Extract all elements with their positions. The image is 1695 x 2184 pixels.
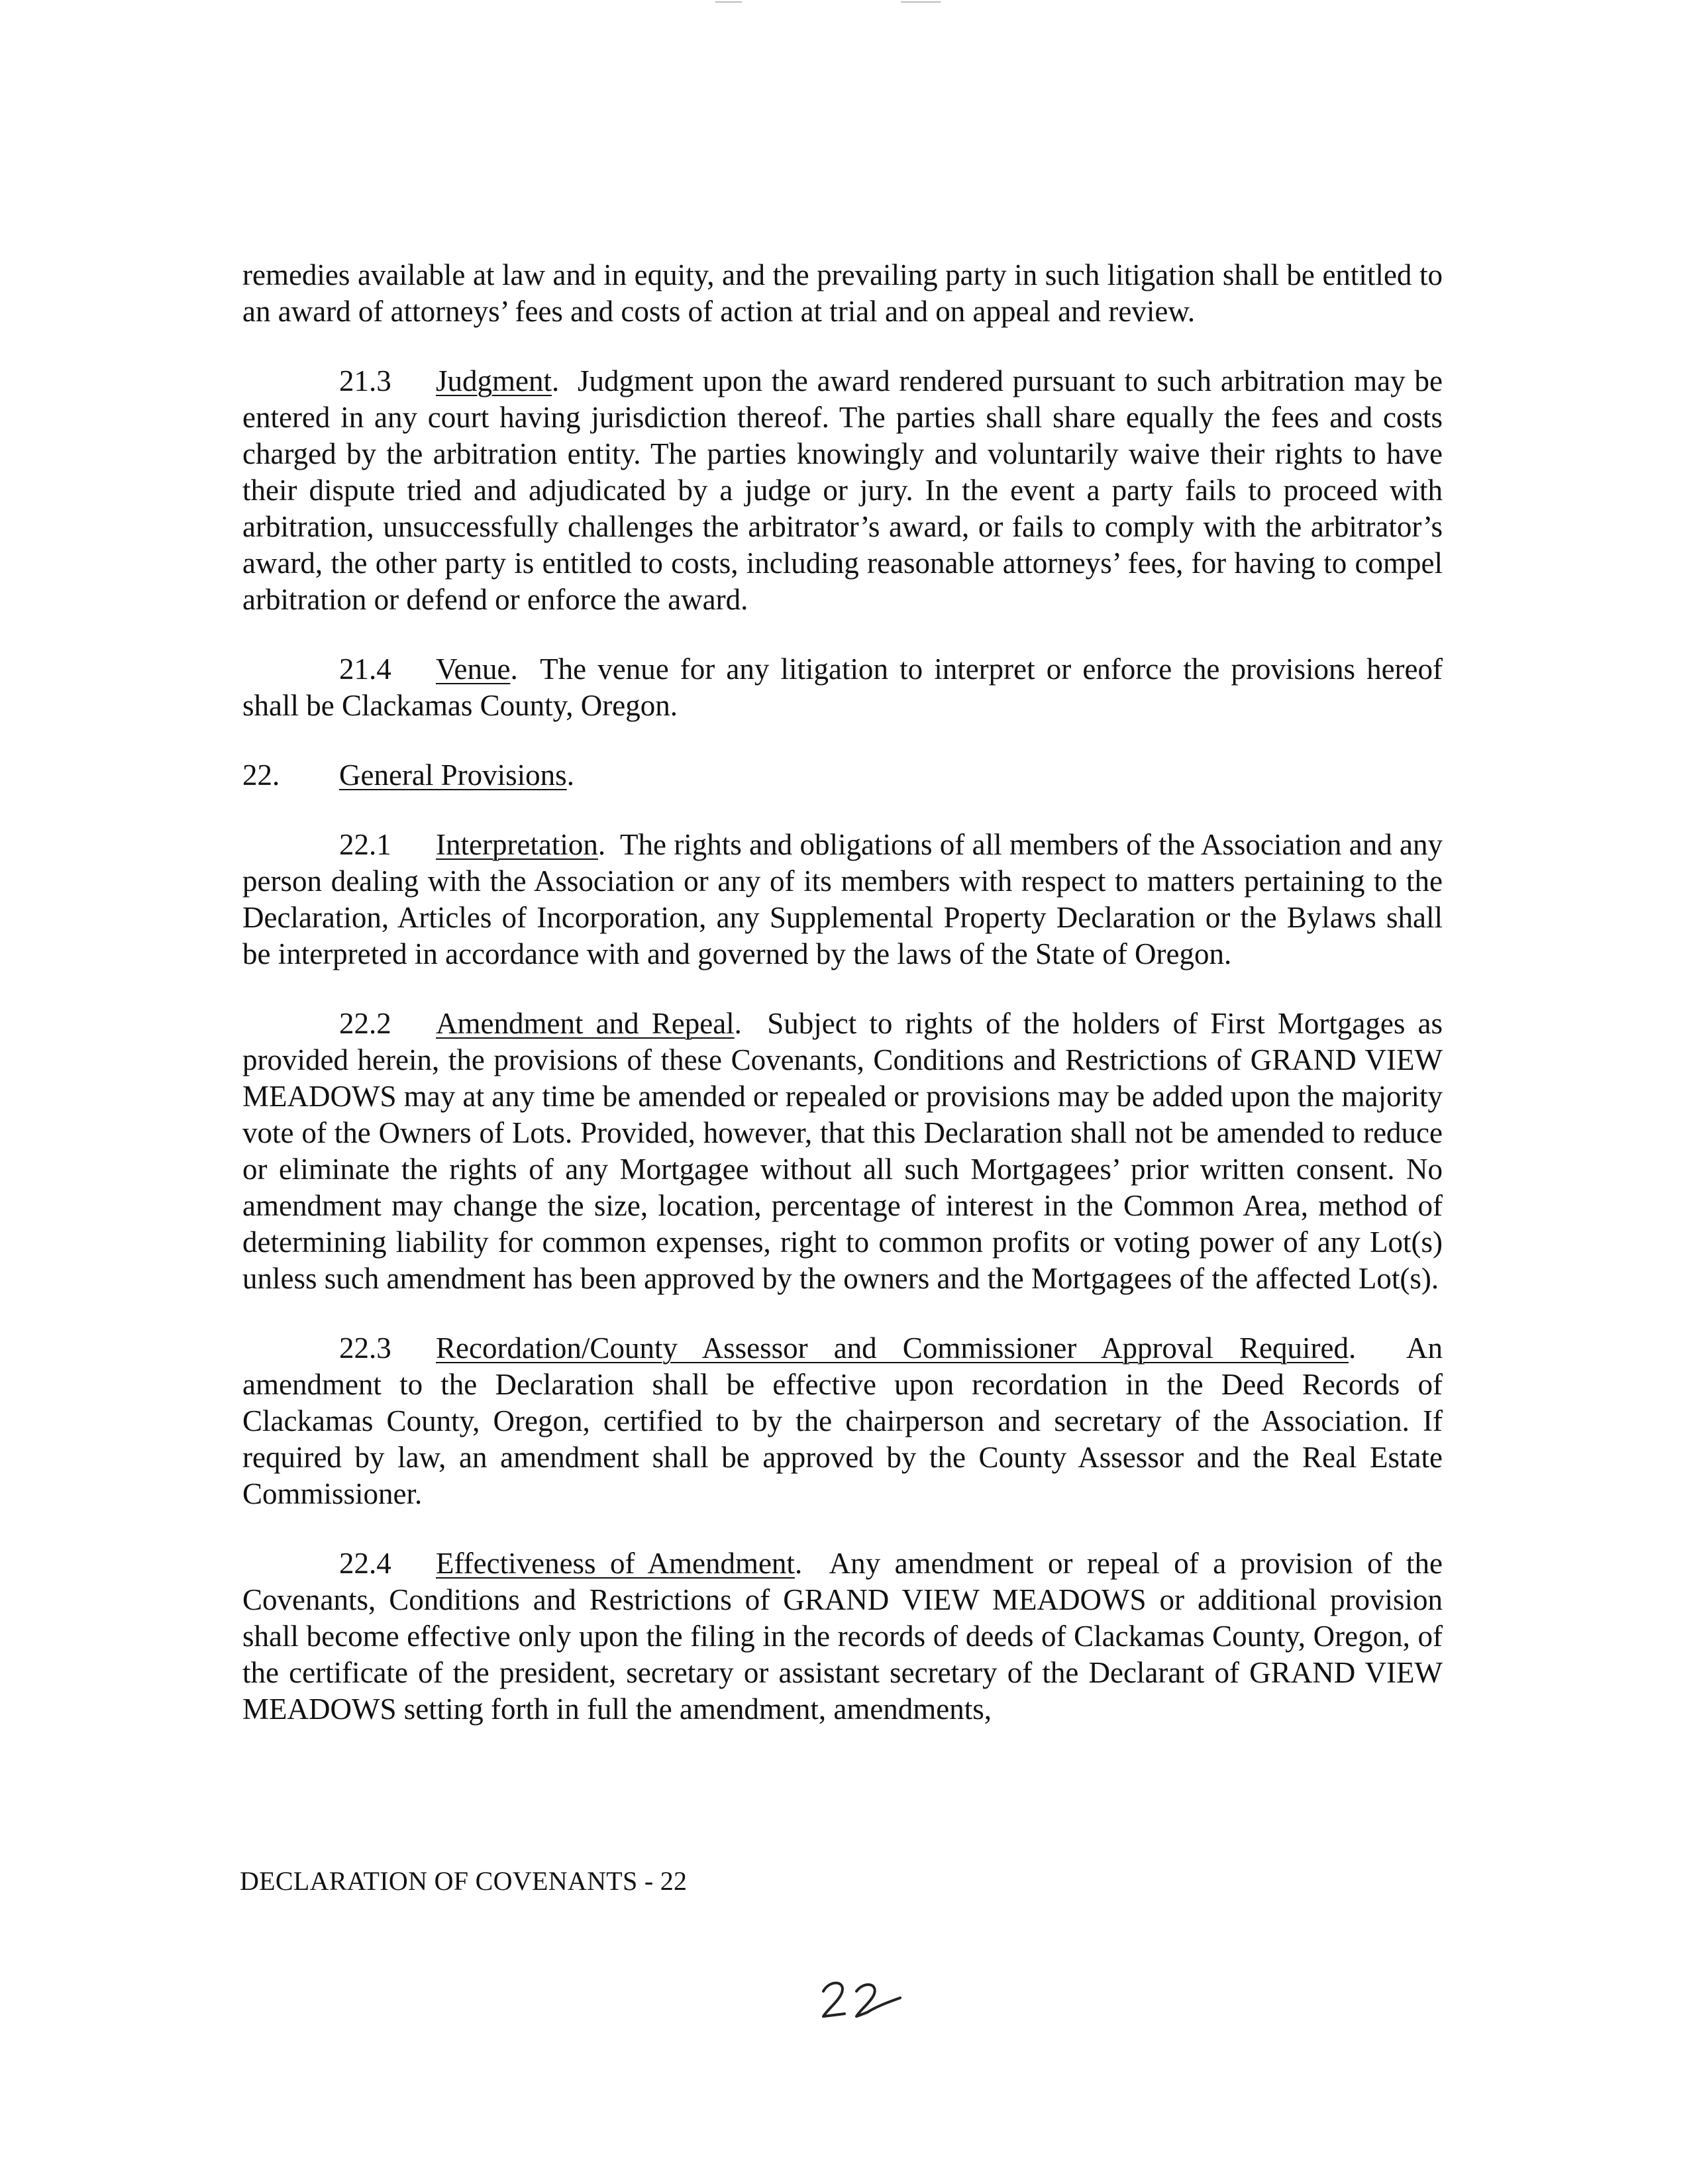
section-heading: Judgment: [436, 364, 552, 397]
section-heading: Amendment and Repeal: [436, 1007, 735, 1040]
section-heading: Recordation/County Assessor and Commissioner Approval Required: [436, 1331, 1349, 1365]
section-22-2: 22.2 Amendment and Repeal. Subject to rights of the holders of First Mortgages as provided herein, the provisions of these Covenants, Conditions and Restrictions of GRAND VIEW MEADOWS may at any time be amended or repealed or provisions may be added upon the majority vote of the Owners of Lots. Provided, however, that this Declaration shall not be amended to reduce or eliminate the rights of any Mortgagee without all such Mortgagees’ prior written consent. No amendment may change the size, location, percentage of interest in the Common Area, method of determining liability for common expenses, right to common profits or voting power of any Lot(s) unless such amendment has been approved by the owners and the Mortgagees of the affected Lot(s).: [242, 1007, 1443, 1295]
section-21-4: 21.4 Venue. The venue for any litigation to interpret or enforce the provisions hereof shall be Clackamas County, Oregon.: [242, 652, 1443, 722]
section-number: 22.2: [339, 1007, 391, 1040]
section-21-3: 21.3 Judgment. Judgment upon the award rendered pursuant to such arbitration may be entered in any court having jurisdiction thereof. The parties shall share equally the fees and costs charged by the arbitration entity. The parties knowingly and voluntarily waive their rights to have their dispute tried and adjudicated by a judge or jury. In the event a party fails to proceed with arbitration, unsuccessfully challenges the arbitrator’s award, or fails to comply with the arbitrator’s award, the other party is entitled to costs, including reasonable attorneys’ fees, for having to compel arbitration or defend or enforce the award.: [242, 364, 1443, 616]
section-heading: Interpretation: [436, 828, 598, 861]
section-22-3: 22.3 Recordation/County Assessor and Commissioner Approval Required. An amendment to the Declaration shall be effective upon recordation in the Deed Records of Clackamas County, Oregon, certified to by the chairperson and secretary of the Association. If required by law, an amendment shall be approved by the County Assessor and the Real Estate Commissioner.: [242, 1331, 1443, 1510]
section-text: An amendment to the Declaration shall be effective upon recordation in the Deed Records of Clackamas County, Oregon, certified to by the chairperson and secretary of the Association. If required by law, an amendment shall be approved by the County Assessor and the Real Estate Commissioner.: [242, 1331, 1443, 1510]
section-heading: Effectiveness of Amendment: [436, 1547, 795, 1580]
section-number: 22.3: [339, 1331, 391, 1365]
scan-artifact: [715, 1, 742, 3]
section-heading: General Provisions: [339, 758, 567, 792]
section-22-heading: 22. General Provisions.: [242, 757, 1443, 794]
section-22-1: 22.1 Interpretation. The rights and obligations of all members of the Association and any person dealing with the Association or any of its members with respect to matters pertaining to the Declaration, Articles of Incorporation, any Supplemental Property Declaration or the Bylaws shall be interpreted in accordance with and governed by the laws of the State of Oregon.: [242, 828, 1443, 970]
section-number: 22.1: [339, 828, 391, 861]
section-text: Any amendment or repeal of a provision of the Covenants, Conditions and Restrictions of GRAND VIEW MEADOWS or additional provision shall become effective only upon the filing in the records of deeds of Clackamas County, Oregon, of the certificate of the president, secretary or assistant secretary of the Declarant of GRAND VIEW MEADOWS setting forth in full the amendment, amendments,: [242, 1547, 1443, 1726]
section-text: Subject to rights of the holders of First Mortgages as provided herein, the provisions of these Covenants, Conditions and Restrictions of GRAND VIEW MEADOWS may at any time be amended or repealed or provisions may be added upon the majority vote of the Owners of Lots. Provided, however, that this Declaration shall not be amended to reduce or eliminate the rights of any Mortgagee without all such Mortgagees’ prior written consent. No amendment may change the size, location, percentage of interest in the Common Area, method of determining liability for common expenses, right to common profits or voting power of any Lot(s) unless such amendment has been approved by the owners and the Mortgagees of the affected Lot(s).: [242, 1007, 1443, 1295]
section-number: 21.4: [339, 652, 391, 686]
scan-artifact: [901, 1, 941, 3]
section-heading: Venue: [436, 652, 511, 686]
section-number: 21.3: [339, 364, 391, 397]
page-footer: DECLARATION OF COVENANTS - 22: [240, 1866, 688, 1896]
section-text: The venue for any litigation to interpret or enforce the provisions hereof shall be Clackamas County, Oregon.: [242, 652, 1443, 722]
continuation-paragraph: remedies available at law and in equity, and the prevailing party in such litigation shall be entitled to an award of attorneys’ fees and costs of action at trial and on appeal and review.: [242, 258, 1443, 328]
section-22-4: 22.4 Effectiveness of Amendment. Any amendment or repeal of a provision of the Covenants, Conditions and Restrictions of GRAND VIEW MEADOWS or additional provision shall become effective only upon the filing in the records of deeds of Clackamas County, Oregon, of the certificate of the president, secretary or assistant secretary of the Declarant of GRAND VIEW MEADOWS setting forth in full the amendment, amendments,: [242, 1547, 1443, 1726]
section-number: 22.4: [339, 1547, 391, 1580]
document-body: [242, 257, 1443, 1728]
section-text: Judgment upon the award rendered pursuant to such arbitration may be entered in any court having jurisdiction thereof. The parties shall share equally the fees and costs charged by the arbitration entity. The parties knowingly and voluntarily waive their rights to have their dispute tried and adjudicated by a judge or jury. In the event a party fails to proceed with arbitration, unsuccessfully challenges the arbitrator’s award, or fails to comply with the arbitrator’s award, the other party is entitled to costs, including reasonable attorneys’ fees, for having to compel arbitration or defend or enforce the award.: [242, 364, 1443, 616]
section-number: 22.: [242, 758, 280, 792]
handwritten-page-number: [818, 1973, 904, 2026]
section-text: The rights and obligations of all members of the Association and any person dealing with the Association or any of its members with respect to matters pertaining to the Declaration, Articles of Incorporation, any Supplemental Property Declaration or the Bylaws shall be interpreted in accordance with and governed by the laws of the State of Oregon.: [242, 828, 1443, 970]
